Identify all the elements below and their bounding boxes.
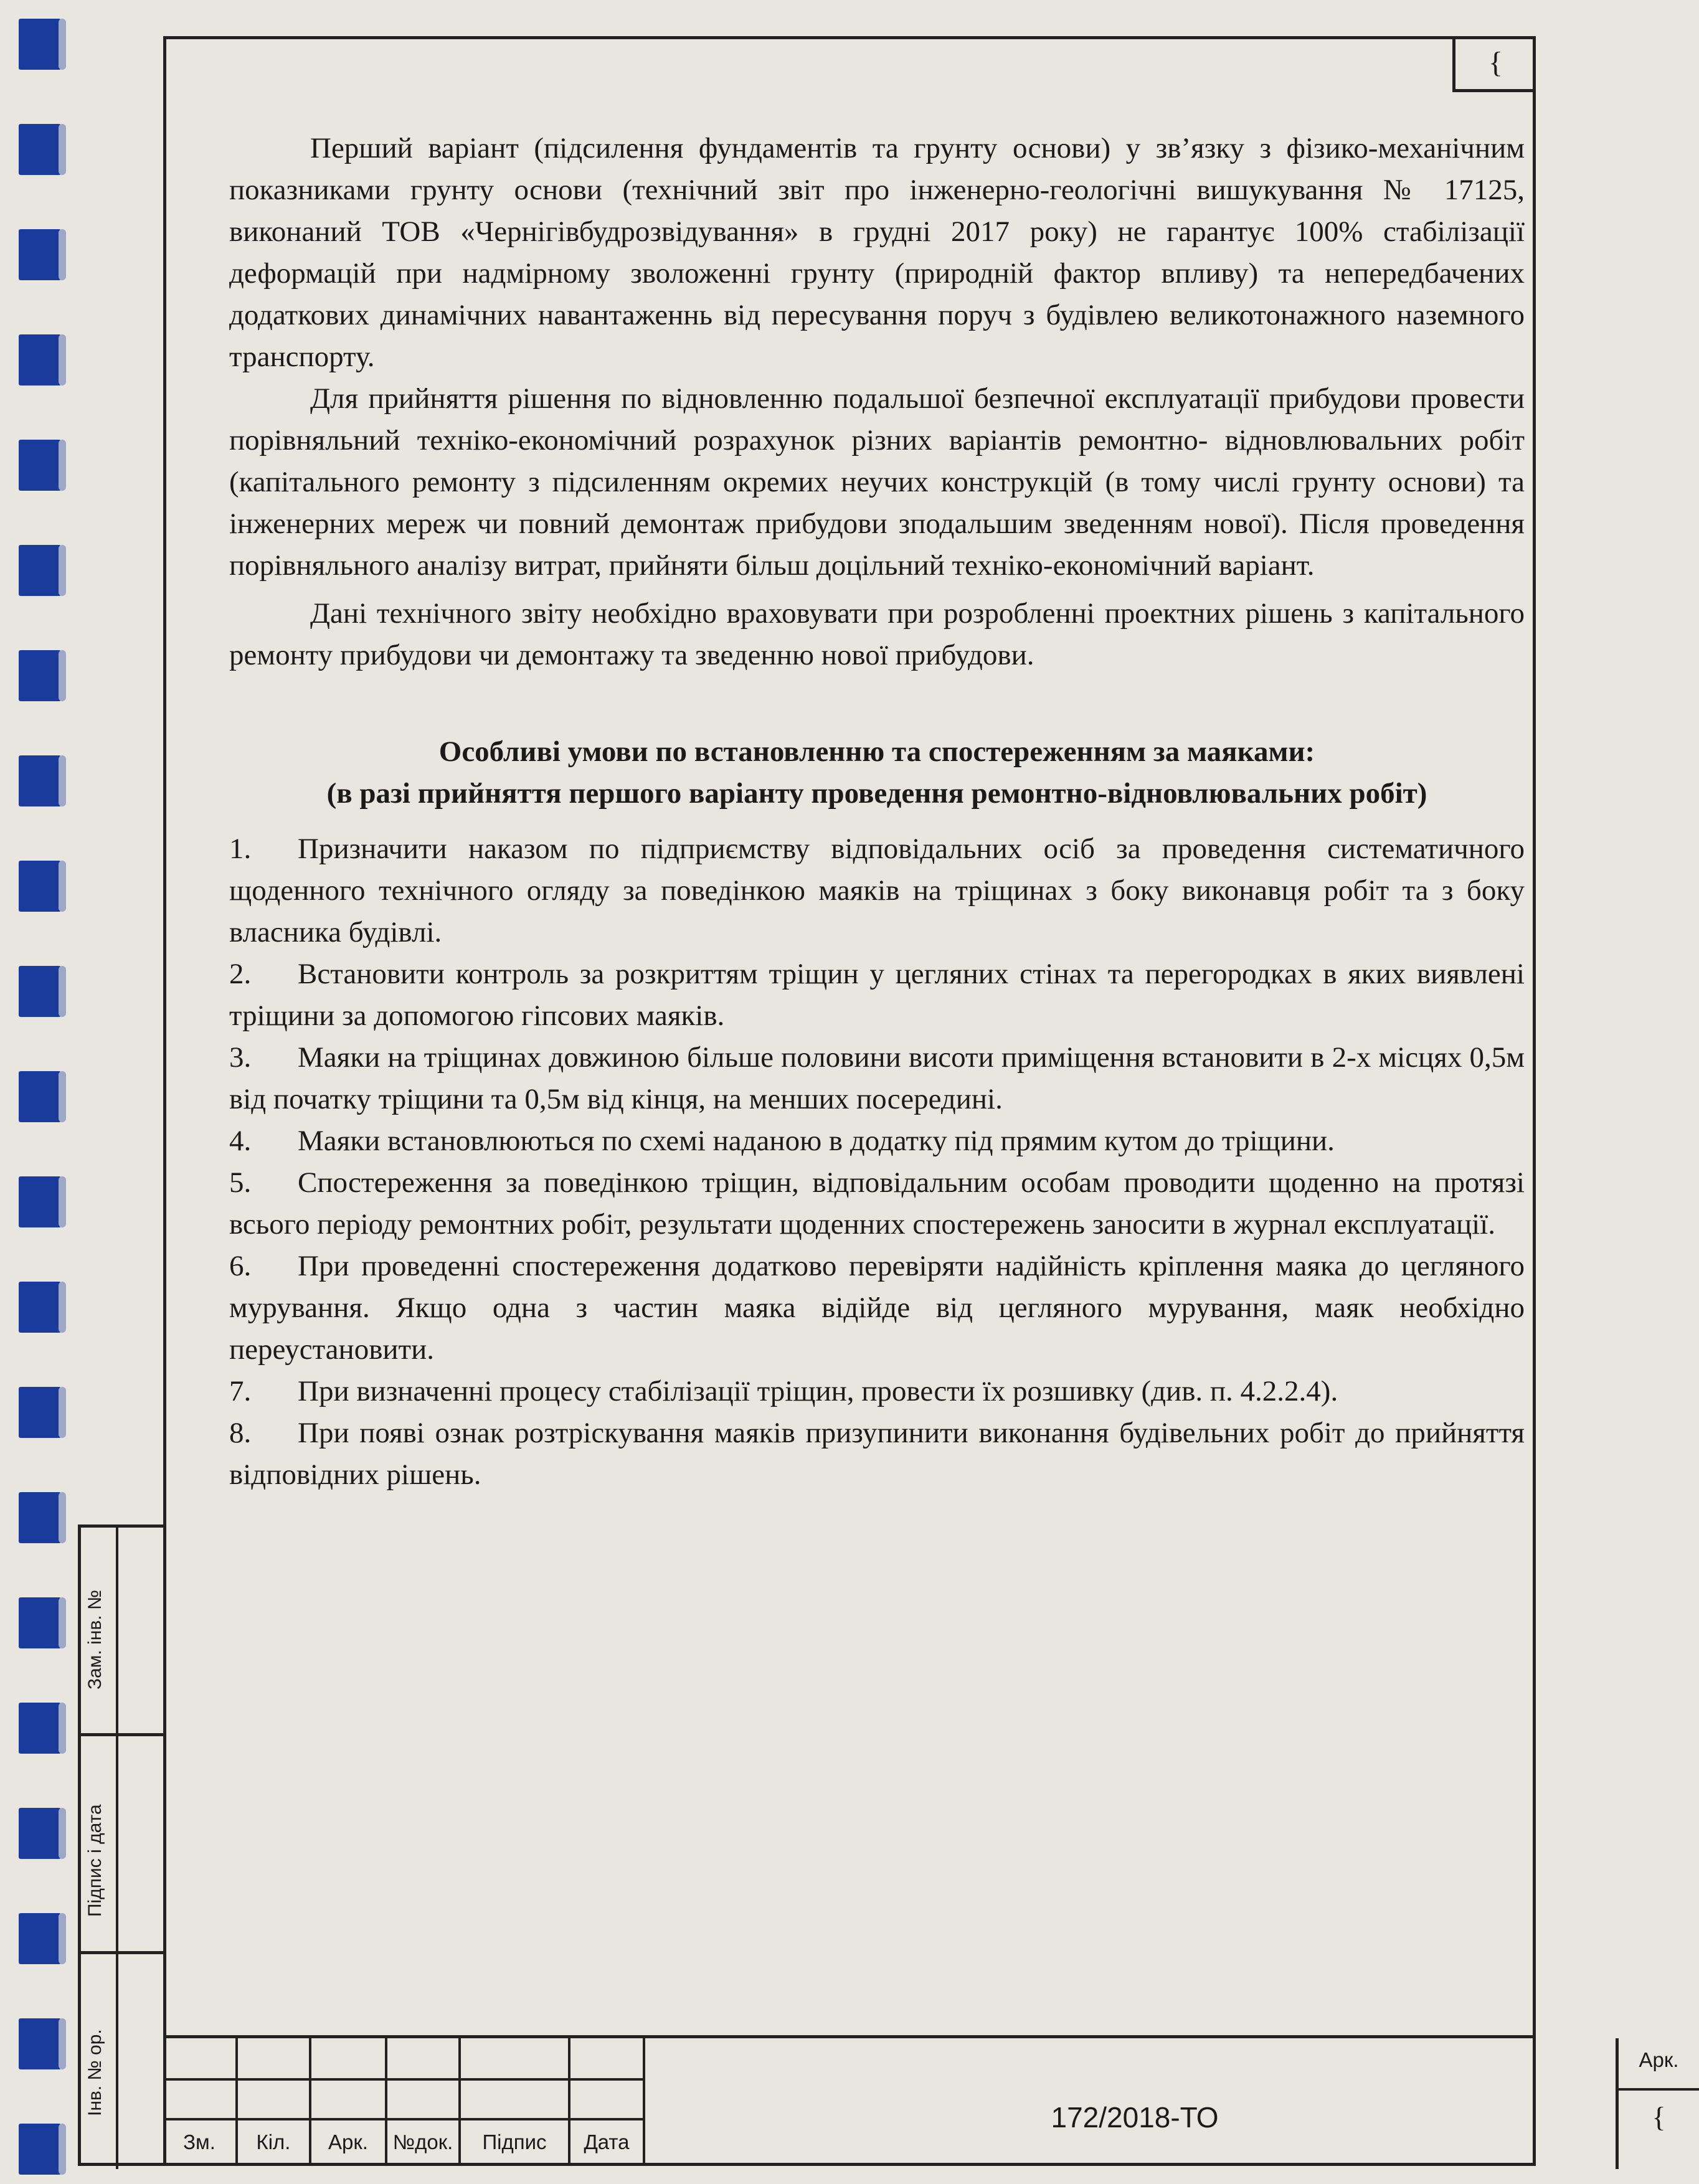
side-label-pidpys-data: Підпис і дата <box>85 1804 105 1917</box>
binding-tab <box>19 334 61 385</box>
binding-tab <box>19 1387 61 1438</box>
binding-ring <box>59 1387 66 1438</box>
binding-tab <box>19 861 61 912</box>
binding-ring <box>59 1913 66 1964</box>
list-item <box>229 1120 1525 1162</box>
list-item <box>229 828 1525 953</box>
binding-tab <box>19 1176 61 1227</box>
spiral-binding <box>19 0 64 2184</box>
list-item-number: 3. <box>229 1041 252 1074</box>
section-subheading: (в разі прийняття першого варіанту проведення ремонтно-відновлювальних робіт) <box>326 777 1427 810</box>
title-block-column <box>163 2038 238 2166</box>
binding-tab <box>19 1071 61 1122</box>
list-item-number: 5. <box>229 1166 252 1199</box>
binding-ring <box>59 229 66 280</box>
binding-ring <box>59 1808 66 1859</box>
sheet-label: Арк. <box>1639 2048 1679 2071</box>
list-item-text: Призначити наказом по підприємству відповідальних осіб за проведення систематичного щоденного технічного огляду за поведінкою маяків на тріщинах з боку виконавця робіт та з боку власника будівлі. <box>229 833 1525 948</box>
list-item-number: 1. <box>229 833 252 865</box>
binding-tab <box>19 2018 61 2069</box>
sheet-box <box>1616 2038 1699 2169</box>
title-block-column <box>311 2038 387 2166</box>
binding-ring <box>59 650 66 701</box>
title-block-label: №док. <box>392 2130 453 2153</box>
binding-ring <box>59 2018 66 2069</box>
binding-ring <box>59 1492 66 1543</box>
binding-ring <box>59 1703 66 1754</box>
paragraph-3: Дані технічного звіту необхідно враховувати при розробленні проектних рішень з капітального ремонту прибудови чи демонтажу та зведенню нової прибудови. <box>229 597 1525 671</box>
title-block <box>163 2035 1679 2166</box>
list-item-text: При проведенні спостереження додатково перевіряти надійність кріплення маяка до цегляного мурування. Якщо одна з частин маяка відійде від цегляного мурування, маяк необхідно переустановити. <box>229 1250 1525 1366</box>
binding-tab <box>19 1492 61 1543</box>
title-block-label: Зм. <box>183 2130 215 2153</box>
document-number: 172/2018-ТО <box>1051 2101 1219 2134</box>
binding-tab <box>19 755 61 806</box>
list-item-number: 6. <box>229 1250 252 1282</box>
binding-tab <box>19 966 61 1017</box>
list-item-text: При визначенні процесу стабілізації тріщин, провести їх розшивку (див. п. 4.2.2.4). <box>298 1375 1338 1407</box>
document-body <box>229 128 1525 1496</box>
title-block-column <box>238 2038 311 2166</box>
list-item-number: 4. <box>229 1125 252 1157</box>
binding-tab <box>19 1703 61 1754</box>
binding-ring <box>59 966 66 1017</box>
binding-tab <box>19 545 61 596</box>
binding-tab <box>19 124 61 175</box>
sheet-value: { <box>1652 2101 1666 2133</box>
list-item <box>229 1246 1525 1371</box>
sheet-number: { <box>1488 46 1503 79</box>
paragraph-1: Перший варіант (підсилення фундаментів та грунту основи) у зв’язку з фізико-механічним показниками грунту основи (технічний звіт про інженерно-геологічні вишукування № 17125, виконаний ТОВ «Чернігівбудрозвідування» в грудні 2017 року) не гарантує 100% стабілізації деформацій при надмірному зволоженні грунту (природній фактор впливу) та непередбачених додаткових динамічних навантаженнь від пересування поруч з будівлею великотонажного наземного транспорту. <box>229 132 1525 373</box>
binding-tab <box>19 1597 61 1648</box>
list-item-text: Маяки встановлюються по схемі наданою в додатку під прямим кутом до тріщини. <box>298 1125 1335 1157</box>
title-block-label: Кіл. <box>256 2130 291 2153</box>
binding-ring <box>59 124 66 175</box>
list-item <box>229 1412 1525 1496</box>
binding-tab <box>19 1282 61 1333</box>
title-block-label: Підпис <box>482 2130 547 2153</box>
list-item-text: Маяки на тріщинах довжиною більше половини висоти приміщення встановити в 2-х місцях 0,5м від початку тріщини та 0,5м від кінця, на менших посередині. <box>229 1041 1525 1115</box>
list-item <box>229 1371 1525 1412</box>
binding-tab <box>19 440 61 491</box>
title-block-column <box>570 2038 645 2166</box>
binding-ring <box>59 440 66 491</box>
section-heading: Особливі умови по встановленню та спостереженням за маяками: <box>438 735 1315 768</box>
binding-tab <box>19 2124 61 2175</box>
list-item-text: Спостереження за поведінкою тріщин, відповідальним особам проводити щоденно на протязі всього періоду ремонтних робіт, результати щоденних спостережень заносити в журнал експлуатації. <box>229 1166 1525 1241</box>
binding-ring <box>59 1597 66 1648</box>
list-item-number: 7. <box>229 1375 252 1407</box>
list-item-number: 8. <box>229 1417 252 1449</box>
sheet-number-box <box>1452 36 1536 92</box>
title-block-column <box>461 2038 570 2166</box>
list-item-text: При появі ознак розтріскування маяків призупинити виконання будівельних робіт до прийняття відповідних рішень. <box>229 1417 1525 1491</box>
list-item <box>229 1037 1525 1120</box>
title-block-label: Дата <box>584 2130 630 2153</box>
binding-ring <box>59 2124 66 2175</box>
binding-ring <box>59 545 66 596</box>
binding-tab <box>19 650 61 701</box>
side-stamp <box>78 1525 163 2166</box>
binding-tab <box>19 1913 61 1964</box>
binding-ring <box>59 1282 66 1333</box>
binding-ring <box>59 861 66 912</box>
binding-ring <box>59 1176 66 1227</box>
paragraph-2: Для прийняття рішення по відновленню подальшої безпечної експлуатації прибудови провести порівняльний техніко-економічний розрахунок різних варіантів ремонтно- відновлювальних робіт (капітального ремонту з підсиленням окремих неучих конструкцій (в тому числі грунту основи) та інженерних мереж чи повний демонтаж прибудови зподальшим зведенням нової). Після проведення порівняльного аналізу витрат, прийняти більш доцільний техніко-економічний варіант. <box>229 382 1525 582</box>
binding-ring <box>59 755 66 806</box>
binding-ring <box>59 19 66 70</box>
binding-tab <box>19 229 61 280</box>
list-item <box>229 953 1525 1037</box>
conditions-list <box>229 828 1525 1496</box>
side-label-inv-orig: Інв. № ор. <box>85 2029 105 2116</box>
list-item-text: Встановити контроль за розкриттям тріщин у цегляних стінах та перегородках в яких виявлені тріщини за допомогою гіпсових маяків. <box>229 958 1525 1032</box>
binding-ring <box>59 1071 66 1122</box>
binding-ring <box>59 334 66 385</box>
list-item-number: 2. <box>229 958 252 990</box>
side-label-zam-inv: Зам. інв. № <box>85 1589 105 1690</box>
binding-tab <box>19 19 61 70</box>
title-block-column <box>387 2038 461 2166</box>
title-block-label: Арк. <box>328 2130 368 2153</box>
list-item <box>229 1162 1525 1246</box>
binding-tab <box>19 1808 61 1859</box>
